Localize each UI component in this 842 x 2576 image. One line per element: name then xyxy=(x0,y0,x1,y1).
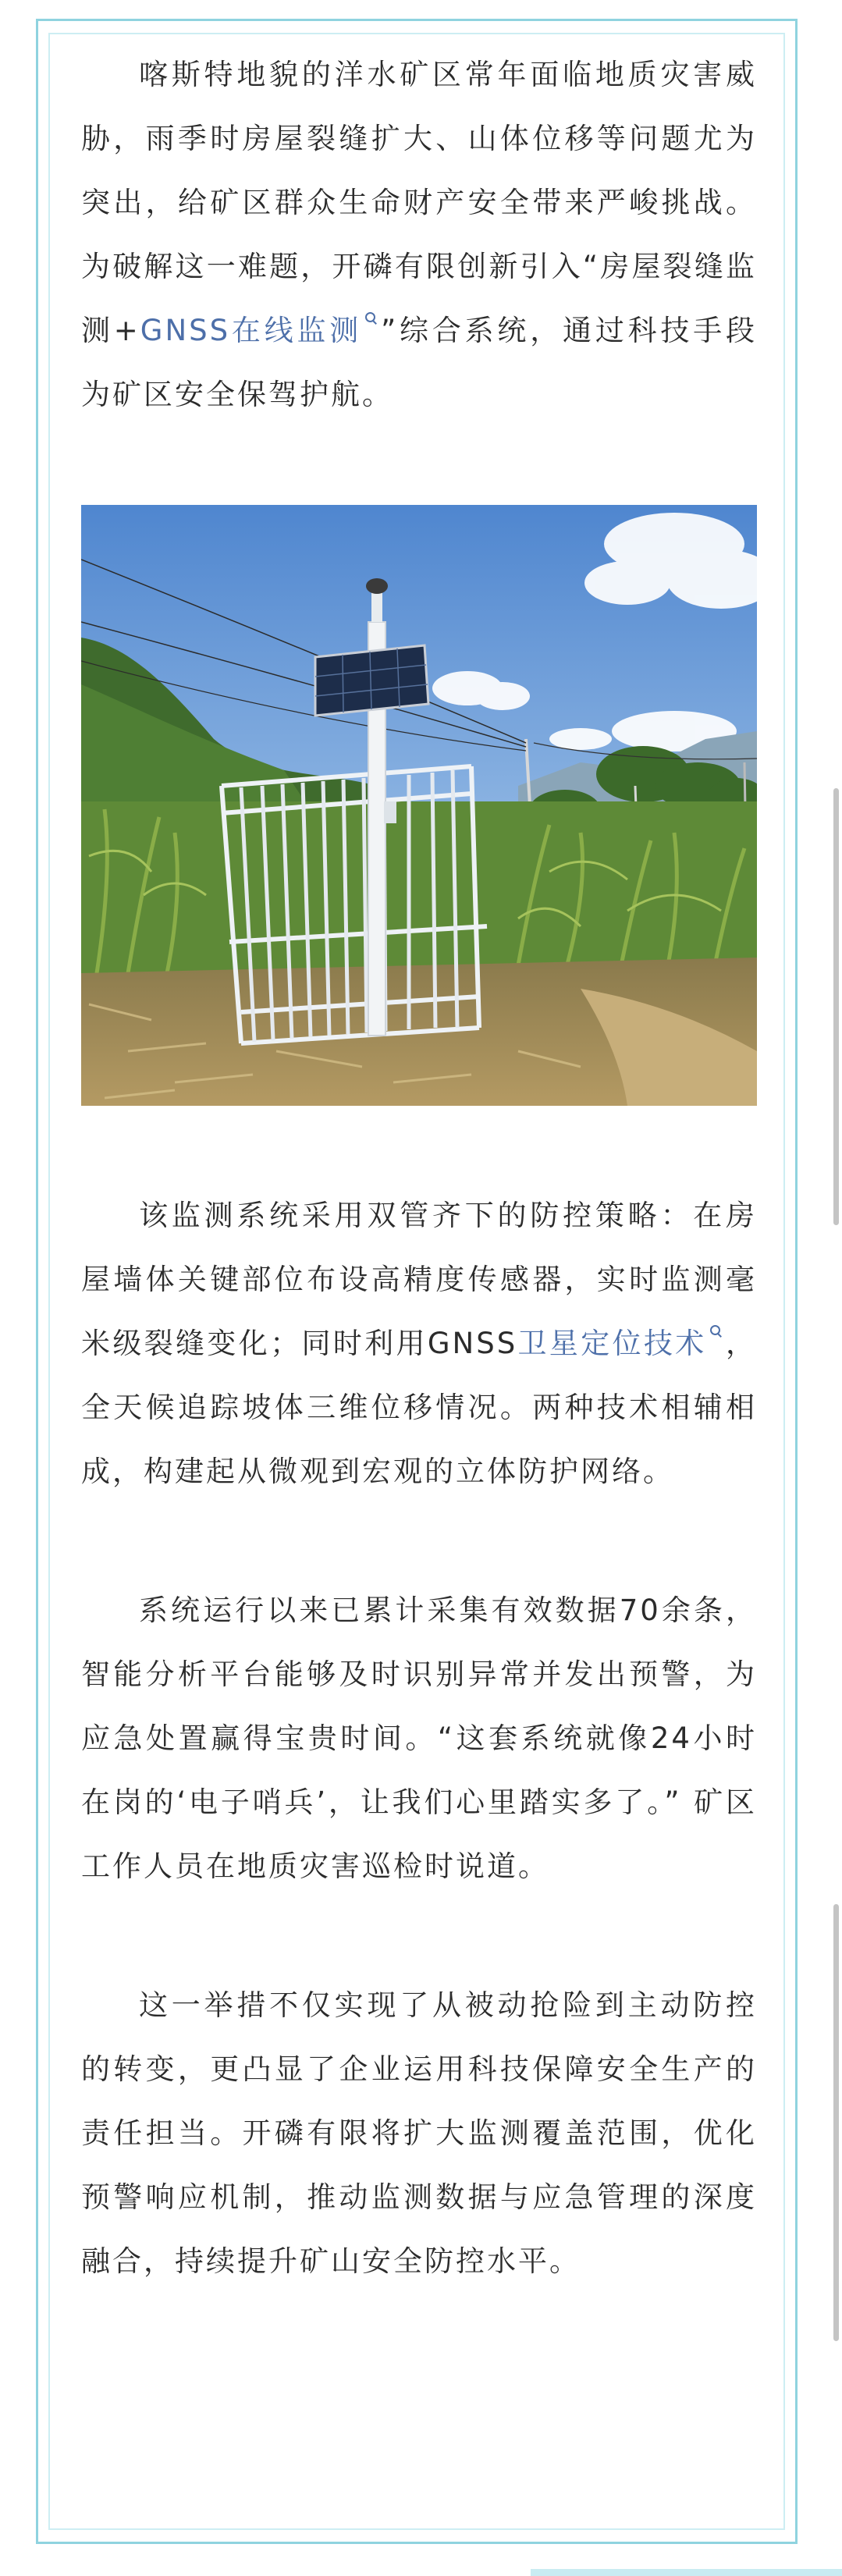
paragraph-strategy-text-end: ，全天候追踪坡体三维位移情况。两种技术相辅相成，构建起从微观到宏观的立体防护网络。 xyxy=(81,1327,758,1488)
bottom-decoration-bar xyxy=(531,2569,842,2576)
paragraph-strategy xyxy=(81,1184,757,1504)
monitoring-station-photo xyxy=(81,505,757,1106)
paragraph-conclusion: 这一举措不仅实现了从被动抢险到主动防控的转变，更凸显了企业运用科技保障安全生产的责任担当。开磷有限将扩大监测覆盖范围，优化预警响应机制，推动监测数据与应急管理的深度融合，持续提升矿山安全防控水平。 xyxy=(81,1988,757,2278)
search-icon[interactable] xyxy=(365,312,376,323)
gnss-antenna xyxy=(366,578,388,594)
search-icon[interactable] xyxy=(710,1325,721,1336)
paragraph-results: 系统运行以来已累计采集有效数据70余条，智能分析平台能够及时识别异常并发出预警，为应急处置赢得宝贵时间。“这套系统就像24小时在岗的‘电子哨兵’，让我们心里踏实多了。” 矿区工作人员在地质灾害巡检时说道。 xyxy=(81,1594,757,1883)
solar-panel xyxy=(315,645,428,716)
paragraph-intro xyxy=(81,43,757,427)
paragraph-intro-text-end: ”综合系统，通过科技手段为矿区安全保驾护航。 xyxy=(81,314,757,411)
paragraph-intro-text: 喀斯特地貌的洋水矿区常年面临地质灾害威胁，雨季时房屋裂缝扩大、山体位移等问题尤为突出，给矿区群众生命财产安全带来严峻挑战。为破解这一难题，开磷有限创新引入“房屋裂缝监测+ xyxy=(81,58,757,347)
article-body xyxy=(81,43,757,2294)
gnss-monitoring-link[interactable]: GNSS在线监测 xyxy=(140,314,363,347)
scrollbar-thumb[interactable] xyxy=(833,788,839,1225)
scrollbar-thumb-lower[interactable] xyxy=(833,1904,839,2341)
paragraph-strategy-text: 该监测系统采用双管齐下的防控策略：在房屋墙体关键部位布设高精度传感器，实时监测毫米级裂缝变化；同时利用GNSS xyxy=(81,1199,757,1360)
satellite-positioning-link[interactable]: 卫星定位技术 xyxy=(517,1327,707,1360)
